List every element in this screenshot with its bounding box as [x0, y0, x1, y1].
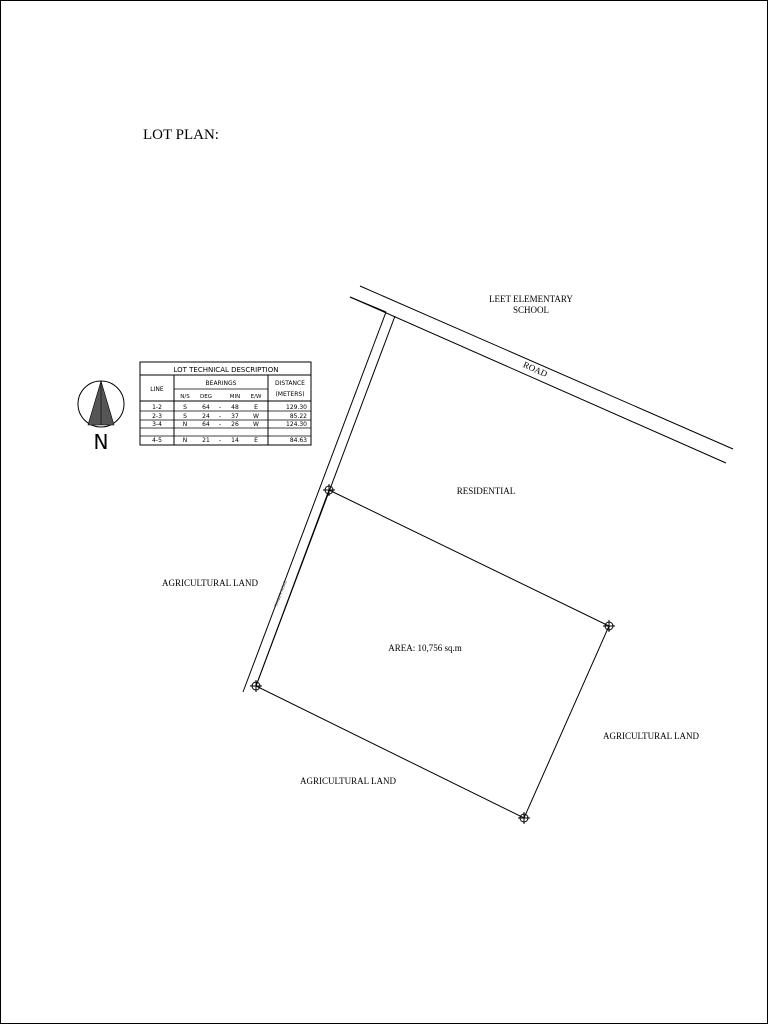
- table-cell-min: 37: [231, 413, 239, 420]
- table-cell-sep: -: [218, 437, 222, 444]
- table-cell-distance: 84.63: [289, 437, 307, 444]
- table-cell-deg: 64: [202, 404, 210, 411]
- school-label-line1: LEET ELEMENTARY: [489, 294, 573, 304]
- table-cell-min: 48: [231, 404, 239, 411]
- table-cell-line: 2-3: [152, 413, 162, 420]
- school-label-line2: SCHOOL: [512, 305, 550, 315]
- agricultural-land-east-label: AGRICULTURAL LAND: [602, 731, 700, 741]
- corner-marker-3: [518, 812, 530, 824]
- corner-marker-2: [603, 620, 615, 632]
- north-label: N: [93, 430, 109, 454]
- table-cell-ns: S: [183, 404, 187, 411]
- table-cell-sep: -: [218, 404, 222, 411]
- table-cell-line: 1-2: [152, 404, 162, 411]
- table-title: LOT TECHNICAL DESCRIPTION: [173, 366, 279, 374]
- table-cell-distance: 124.30: [286, 421, 307, 428]
- table-header-bearings: BEARINGS: [205, 380, 237, 387]
- table-cell-line: 3-4: [152, 421, 162, 428]
- agricultural-land-south-label: AGRICULTURAL LAND: [299, 776, 397, 786]
- table-cell-deg: 64: [202, 421, 210, 428]
- table-subheader-deg: DEG: [200, 394, 212, 400]
- side-road-label: TIMBER ROAD: [273, 579, 288, 608]
- table-cell-distance: 85.22: [289, 413, 307, 420]
- table-cell-ew: E: [254, 437, 258, 444]
- table-cell-min: 26: [231, 421, 239, 428]
- table-cell-ew: E: [254, 404, 258, 411]
- table-cell-ns: S: [183, 413, 187, 420]
- table-cell-min: 14: [231, 437, 239, 444]
- table-header-distance-unit: (METERS): [275, 391, 305, 398]
- residential-label: RESIDENTIAL: [456, 486, 516, 496]
- table-header-distance: DISTANCE: [275, 380, 305, 387]
- table-cell-distance: 129.30: [286, 404, 307, 411]
- table-cell-deg: 24: [202, 413, 210, 420]
- corner-marker-1: [323, 484, 335, 496]
- agricultural-land-west-label: AGRICULTURAL LAND: [161, 578, 259, 588]
- table-cell-sep: -: [218, 421, 222, 428]
- area-label: AREA: 10,756 sq.m: [388, 643, 462, 653]
- north-arrow-icon: [78, 381, 124, 427]
- road-junction-cap: [350, 297, 386, 312]
- table-header-line: LINE: [150, 386, 164, 393]
- table-cell-ew: W: [253, 421, 259, 428]
- table-cell-ns: N: [182, 437, 188, 444]
- corner-marker-4: [250, 680, 262, 692]
- table-subheader-ns: N/S: [180, 394, 190, 400]
- table-subheader-ew: E/W: [250, 394, 262, 400]
- table-subheader-min: MIN: [229, 394, 241, 400]
- table-cell-line: 4-5: [152, 437, 162, 444]
- table-cell-sep: -: [218, 413, 222, 420]
- main-road-edge-south: [350, 297, 726, 463]
- table-cell-ns: N: [182, 421, 188, 428]
- lot-technical-description-table: [140, 362, 311, 445]
- lot-boundary: [256, 490, 609, 818]
- page-title: LOT PLAN:: [143, 127, 219, 143]
- road-label: ROAD: [521, 359, 549, 380]
- table-cell-ew: W: [253, 413, 259, 420]
- table-cell-deg: 21: [202, 437, 210, 444]
